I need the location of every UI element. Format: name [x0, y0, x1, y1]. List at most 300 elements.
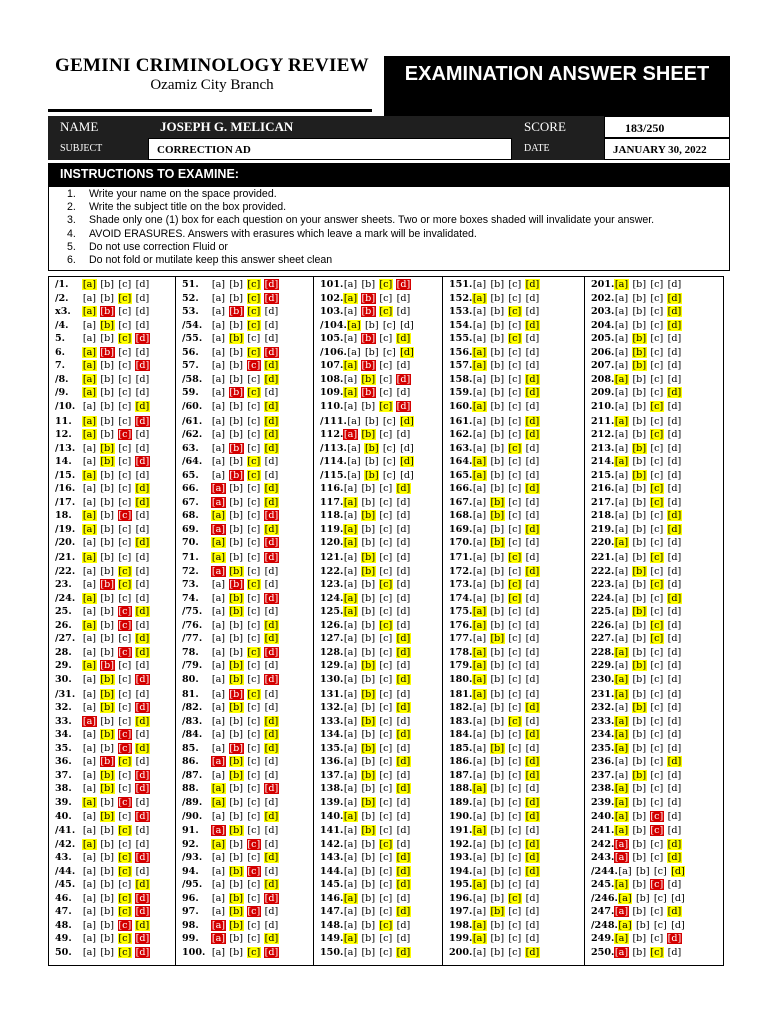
option-bubble[interactable]: [c] — [118, 510, 132, 522]
option-bubble[interactable]: [d] — [525, 865, 540, 877]
option-bubble[interactable]: [a] — [82, 906, 97, 918]
option-bubble[interactable]: [b] — [361, 510, 376, 522]
option-bubble[interactable]: [d] — [396, 565, 411, 577]
option-bubble[interactable]: [b] — [490, 387, 505, 399]
option-bubble[interactable]: [d] — [135, 879, 150, 891]
option-bubble[interactable]: [a] — [472, 401, 487, 412]
option-bubble[interactable]: [c] — [118, 387, 132, 399]
option-bubble[interactable]: [c] — [650, 496, 664, 508]
option-bubble[interactable]: [b] — [490, 715, 505, 727]
option-bubble[interactable]: [d] — [396, 729, 411, 741]
option-bubble[interactable]: [d] — [525, 674, 540, 685]
option-bubble[interactable]: [b] — [229, 769, 244, 781]
option-bubble[interactable]: [d] — [264, 292, 279, 304]
option-bubble[interactable]: [c] — [247, 333, 261, 345]
option-bubble[interactable]: [a] — [347, 346, 361, 358]
option-bubble[interactable]: [c] — [118, 360, 132, 372]
option-bubble[interactable]: [c] — [508, 373, 522, 385]
option-bubble[interactable]: [d] — [400, 469, 414, 481]
option-bubble[interactable]: [b] — [632, 496, 647, 508]
option-bubble[interactable]: [c] — [650, 415, 664, 427]
option-bubble[interactable]: [b] — [361, 387, 376, 399]
option-bubble[interactable]: [b] — [361, 483, 376, 495]
option-bubble[interactable]: [a] — [211, 483, 226, 495]
option-bubble[interactable]: [c] — [379, 810, 393, 822]
option-bubble[interactable]: [c] — [118, 279, 132, 290]
option-bubble[interactable]: [c] — [379, 838, 393, 850]
option-bubble[interactable]: [a] — [614, 510, 629, 522]
option-bubble[interactable]: [b] — [229, 496, 244, 508]
option-bubble[interactable]: [b] — [490, 906, 505, 918]
option-bubble[interactable]: [c] — [118, 769, 132, 781]
option-bubble[interactable]: [d] — [264, 688, 279, 700]
option-bubble[interactable]: [b] — [361, 565, 376, 577]
option-bubble[interactable]: [b] — [100, 906, 115, 918]
option-bubble[interactable]: [d] — [525, 306, 540, 318]
option-bubble[interactable]: [d] — [525, 919, 540, 931]
option-bubble[interactable]: [d] — [135, 660, 150, 672]
option-bubble[interactable]: [c] — [650, 947, 664, 958]
option-bubble[interactable]: [a] — [472, 592, 487, 604]
option-bubble[interactable]: [c] — [118, 373, 132, 385]
option-bubble[interactable]: [a] — [472, 879, 487, 891]
option-bubble[interactable]: [a] — [472, 552, 487, 563]
option-bubble[interactable]: [b] — [361, 879, 376, 891]
option-bubble[interactable]: [a] — [472, 702, 487, 714]
option-bubble[interactable]: [a] — [211, 442, 226, 454]
option-bubble[interactable]: [a] — [343, 688, 358, 700]
option-bubble[interactable]: [c] — [650, 756, 664, 768]
option-bubble[interactable]: [a] — [82, 619, 97, 631]
option-bubble[interactable]: [a] — [347, 442, 361, 454]
option-bubble[interactable]: [d] — [525, 688, 540, 700]
option-bubble[interactable]: [c] — [379, 619, 393, 631]
option-bubble[interactable]: [b] — [361, 360, 376, 372]
option-bubble[interactable]: [a] — [472, 306, 487, 318]
option-bubble[interactable]: [a] — [614, 456, 629, 468]
option-bubble[interactable]: [a] — [82, 415, 97, 427]
option-bubble[interactable]: [b] — [229, 715, 244, 727]
option-bubble[interactable]: [d] — [667, 674, 682, 685]
option-bubble[interactable]: [b] — [100, 947, 115, 958]
option-bubble[interactable]: [a] — [618, 919, 632, 931]
option-bubble[interactable]: [c] — [247, 319, 261, 331]
option-bubble[interactable]: [a] — [343, 810, 358, 822]
option-bubble[interactable]: [c] — [118, 796, 132, 808]
option-bubble[interactable]: [a] — [472, 688, 487, 700]
option-bubble[interactable]: [a] — [472, 742, 487, 754]
option-bubble[interactable]: [c] — [118, 756, 132, 768]
option-bubble[interactable]: [d] — [264, 415, 279, 427]
option-bubble[interactable]: [d] — [264, 456, 279, 468]
option-bubble[interactable]: [d] — [667, 415, 682, 427]
option-bubble[interactable]: [a] — [343, 825, 358, 836]
option-bubble[interactable]: [a] — [614, 442, 629, 454]
option-bubble[interactable]: [a] — [211, 852, 226, 864]
option-bubble[interactable]: [b] — [490, 279, 505, 290]
option-bubble[interactable]: [b] — [632, 796, 647, 808]
option-bubble[interactable]: [d] — [135, 674, 150, 685]
option-bubble[interactable]: [d] — [667, 442, 682, 454]
option-bubble[interactable]: [d] — [525, 592, 540, 604]
option-bubble[interactable]: [c] — [247, 523, 261, 535]
option-bubble[interactable]: [d] — [396, 825, 411, 836]
option-bubble[interactable]: [a] — [82, 469, 97, 481]
option-bubble[interactable]: [c] — [247, 552, 261, 563]
option-bubble[interactable]: [b] — [490, 947, 505, 958]
option-bubble[interactable]: [c] — [508, 456, 522, 468]
option-bubble[interactable]: [b] — [229, 919, 244, 931]
option-bubble[interactable]: [b] — [361, 496, 376, 508]
option-bubble[interactable]: [b] — [490, 606, 505, 618]
option-bubble[interactable]: [b] — [361, 933, 376, 945]
option-bubble[interactable]: [a] — [211, 633, 226, 645]
option-bubble[interactable]: [d] — [264, 346, 279, 358]
option-bubble[interactable]: [a] — [614, 319, 629, 331]
option-bubble[interactable]: [a] — [614, 579, 629, 591]
option-bubble[interactable]: [a] — [472, 756, 487, 768]
option-bubble[interactable]: [c] — [508, 523, 522, 535]
option-bubble[interactable]: [d] — [525, 852, 540, 864]
option-bubble[interactable]: [a] — [343, 373, 358, 385]
option-bubble[interactable]: [a] — [343, 360, 358, 372]
option-bubble[interactable]: [c] — [118, 947, 132, 958]
option-bubble[interactable]: [c] — [379, 306, 393, 318]
option-bubble[interactable]: [b] — [632, 933, 647, 945]
option-bubble[interactable]: [a] — [472, 279, 487, 290]
option-bubble[interactable]: [d] — [264, 852, 279, 864]
option-bubble[interactable]: [d] — [264, 469, 279, 481]
option-bubble[interactable]: [c] — [508, 333, 522, 345]
option-bubble[interactable]: [d] — [264, 429, 279, 441]
option-bubble[interactable]: [c] — [508, 537, 522, 549]
option-bubble[interactable]: [b] — [632, 346, 647, 358]
option-bubble[interactable]: [c] — [508, 346, 522, 358]
option-bubble[interactable]: [b] — [361, 865, 376, 877]
option-bubble[interactable]: [b] — [361, 619, 376, 631]
option-bubble[interactable]: [a] — [614, 660, 629, 672]
option-bubble[interactable]: [d] — [396, 496, 411, 508]
option-bubble[interactable]: [b] — [490, 688, 505, 700]
option-bubble[interactable]: [a] — [614, 688, 629, 700]
option-bubble[interactable]: [b] — [229, 373, 244, 385]
option-bubble[interactable]: [d] — [396, 919, 411, 931]
option-bubble[interactable]: [c] — [382, 346, 396, 358]
option-bubble[interactable]: [b] — [361, 769, 376, 781]
option-bubble[interactable]: [c] — [508, 892, 522, 904]
option-bubble[interactable]: [c] — [508, 401, 522, 412]
option-bubble[interactable]: [a] — [82, 306, 97, 318]
option-bubble[interactable]: [d] — [525, 469, 540, 481]
option-bubble[interactable]: [a] — [211, 387, 226, 399]
date-field[interactable]: JANUARY 30, 2022 — [604, 138, 730, 160]
option-bubble[interactable]: [a] — [343, 633, 358, 645]
option-bubble[interactable]: [b] — [632, 429, 647, 441]
option-bubble[interactable]: [b] — [100, 742, 115, 754]
option-bubble[interactable]: [b] — [229, 552, 244, 563]
option-bubble[interactable]: [c] — [247, 279, 261, 290]
option-bubble[interactable]: [b] — [490, 879, 505, 891]
option-bubble[interactable]: [d] — [525, 879, 540, 891]
option-bubble[interactable]: [c] — [650, 660, 664, 672]
option-bubble[interactable]: [d] — [396, 879, 411, 891]
option-bubble[interactable]: [d] — [525, 333, 540, 345]
option-bubble[interactable]: [a] — [472, 456, 487, 468]
option-bubble[interactable]: [b] — [229, 646, 244, 658]
option-bubble[interactable]: [d] — [400, 319, 414, 331]
option-bubble[interactable]: [a] — [343, 565, 358, 577]
option-bubble[interactable]: [a] — [472, 292, 487, 304]
option-bubble[interactable]: [d] — [135, 906, 150, 918]
option-bubble[interactable]: [b] — [490, 469, 505, 481]
option-bubble[interactable]: [c] — [650, 401, 664, 412]
option-bubble[interactable]: [c] — [650, 373, 664, 385]
option-bubble[interactable]: [b] — [490, 619, 505, 631]
option-bubble[interactable]: [d] — [667, 483, 682, 495]
option-bubble[interactable]: [c] — [247, 796, 261, 808]
option-bubble[interactable]: [b] — [490, 306, 505, 318]
option-bubble[interactable]: [c] — [650, 906, 664, 918]
option-bubble[interactable]: [d] — [667, 702, 682, 714]
option-bubble[interactable]: [b] — [100, 769, 115, 781]
option-bubble[interactable]: [c] — [247, 306, 261, 318]
option-bubble[interactable]: [b] — [100, 674, 115, 685]
option-bubble[interactable]: [a] — [211, 729, 226, 741]
option-bubble[interactable]: [a] — [343, 919, 358, 931]
option-bubble[interactable]: [a] — [82, 496, 97, 508]
option-bubble[interactable]: [b] — [100, 619, 115, 631]
option-bubble[interactable]: [a] — [343, 292, 358, 304]
option-bubble[interactable]: [a] — [343, 852, 358, 864]
option-bubble[interactable]: [d] — [396, 756, 411, 768]
option-bubble[interactable]: [a] — [614, 769, 629, 781]
option-bubble[interactable]: [c] — [247, 892, 261, 904]
option-bubble[interactable]: [a] — [343, 674, 358, 685]
option-bubble[interactable]: [d] — [667, 852, 682, 864]
option-bubble[interactable]: [b] — [632, 537, 647, 549]
option-bubble[interactable]: [b] — [229, 510, 244, 522]
option-bubble[interactable]: [a] — [343, 783, 358, 795]
option-bubble[interactable]: [d] — [264, 496, 279, 508]
option-bubble[interactable]: [d] — [264, 796, 279, 808]
option-bubble[interactable]: [a] — [82, 825, 97, 836]
option-bubble[interactable]: [c] — [379, 565, 393, 577]
option-bubble[interactable]: [b] — [632, 510, 647, 522]
option-bubble[interactable]: [a] — [472, 483, 487, 495]
option-bubble[interactable]: [b] — [632, 333, 647, 345]
option-bubble[interactable]: [b] — [632, 756, 647, 768]
option-bubble[interactable]: [a] — [614, 469, 629, 481]
option-bubble[interactable]: [c] — [379, 646, 393, 658]
option-bubble[interactable]: [c] — [118, 415, 132, 427]
option-bubble[interactable]: [d] — [525, 346, 540, 358]
option-bubble[interactable]: [a] — [82, 346, 97, 358]
option-bubble[interactable]: [d] — [264, 879, 279, 891]
option-bubble[interactable]: [c] — [508, 879, 522, 891]
option-bubble[interactable]: [b] — [229, 906, 244, 918]
option-bubble[interactable]: [b] — [100, 279, 115, 290]
option-bubble[interactable]: [b] — [100, 442, 115, 454]
option-bubble[interactable]: [d] — [135, 592, 150, 604]
option-bubble[interactable]: [d] — [264, 947, 279, 958]
option-bubble[interactable]: [b] — [229, 674, 244, 685]
option-bubble[interactable]: [b] — [632, 483, 647, 495]
option-bubble[interactable]: [a] — [472, 769, 487, 781]
option-bubble[interactable]: [c] — [508, 469, 522, 481]
option-bubble[interactable]: [b] — [490, 333, 505, 345]
option-bubble[interactable]: [a] — [472, 810, 487, 822]
option-bubble[interactable]: [d] — [525, 702, 540, 714]
option-bubble[interactable]: [a] — [211, 715, 226, 727]
option-bubble[interactable]: [b] — [100, 415, 115, 427]
option-bubble[interactable]: [a] — [614, 879, 629, 891]
option-bubble[interactable]: [c] — [118, 292, 132, 304]
option-bubble[interactable]: [a] — [211, 756, 226, 768]
option-bubble[interactable]: [d] — [396, 702, 411, 714]
option-bubble[interactable]: [c] — [247, 729, 261, 741]
option-bubble[interactable]: [a] — [614, 387, 629, 399]
option-bubble[interactable]: [d] — [264, 906, 279, 918]
option-bubble[interactable]: [d] — [525, 619, 540, 631]
option-bubble[interactable]: [b] — [229, 865, 244, 877]
option-bubble[interactable]: [a] — [82, 919, 97, 931]
option-bubble[interactable]: [d] — [667, 387, 682, 399]
option-bubble[interactable]: [b] — [490, 373, 505, 385]
option-bubble[interactable]: [c] — [650, 360, 664, 372]
option-bubble[interactable]: [d] — [667, 456, 682, 468]
option-bubble[interactable]: [d] — [525, 387, 540, 399]
option-bubble[interactable]: [d] — [667, 633, 682, 645]
option-bubble[interactable]: [d] — [667, 565, 682, 577]
option-bubble[interactable]: [d] — [135, 688, 150, 700]
option-bubble[interactable]: [c] — [650, 633, 664, 645]
option-bubble[interactable]: [c] — [118, 702, 132, 714]
option-bubble[interactable]: [d] — [135, 510, 150, 522]
option-bubble[interactable]: [a] — [472, 933, 487, 945]
option-bubble[interactable]: [b] — [100, 592, 115, 604]
option-bubble[interactable]: [c] — [650, 592, 664, 604]
option-bubble[interactable]: [c] — [650, 456, 664, 468]
option-bubble[interactable]: [a] — [472, 865, 487, 877]
option-bubble[interactable]: [c] — [508, 810, 522, 822]
option-bubble[interactable]: [c] — [379, 373, 393, 385]
option-bubble[interactable]: [b] — [229, 892, 244, 904]
option-bubble[interactable]: [b] — [632, 646, 647, 658]
option-bubble[interactable]: [c] — [508, 674, 522, 685]
option-bubble[interactable]: [d] — [667, 729, 682, 741]
option-bubble[interactable]: [b] — [229, 879, 244, 891]
option-bubble[interactable]: [b] — [100, 346, 115, 358]
option-bubble[interactable]: [c] — [379, 852, 393, 864]
option-bubble[interactable]: [c] — [118, 879, 132, 891]
option-bubble[interactable]: [d] — [667, 510, 682, 522]
option-bubble[interactable]: [b] — [229, 333, 244, 345]
option-bubble[interactable]: [a] — [343, 523, 358, 535]
option-bubble[interactable]: [d] — [667, 810, 682, 822]
option-bubble[interactable]: [a] — [343, 838, 358, 850]
option-bubble[interactable]: [b] — [361, 523, 376, 535]
option-bubble[interactable]: [d] — [525, 319, 540, 331]
option-bubble[interactable]: [a] — [211, 592, 226, 604]
option-bubble[interactable]: [b] — [100, 702, 115, 714]
option-bubble[interactable]: [d] — [667, 469, 682, 481]
option-bubble[interactable]: [a] — [211, 360, 226, 372]
option-bubble[interactable]: [a] — [472, 346, 487, 358]
option-bubble[interactable]: [b] — [490, 646, 505, 658]
option-bubble[interactable]: [b] — [635, 865, 650, 877]
option-bubble[interactable]: [d] — [135, 756, 150, 768]
option-bubble[interactable]: [c] — [247, 579, 261, 591]
option-bubble[interactable]: [a] — [82, 319, 97, 331]
option-bubble[interactable]: [c] — [653, 919, 667, 931]
option-bubble[interactable]: [d] — [135, 279, 150, 290]
option-bubble[interactable]: [b] — [100, 865, 115, 877]
option-bubble[interactable]: [d] — [264, 579, 279, 591]
option-bubble[interactable]: [b] — [100, 401, 115, 412]
option-bubble[interactable]: [c] — [118, 810, 132, 822]
option-bubble[interactable]: [a] — [343, 892, 358, 904]
option-bubble[interactable]: [c] — [247, 825, 261, 836]
option-bubble[interactable]: [d] — [264, 606, 279, 618]
option-bubble[interactable]: [b] — [100, 333, 115, 345]
option-bubble[interactable]: [a] — [82, 565, 97, 577]
option-bubble[interactable]: [d] — [135, 702, 150, 714]
option-bubble[interactable]: [b] — [100, 852, 115, 864]
option-bubble[interactable]: [d] — [135, 415, 150, 427]
option-bubble[interactable]: [a] — [614, 415, 629, 427]
option-bubble[interactable]: [c] — [118, 742, 132, 754]
option-bubble[interactable]: [d] — [264, 333, 279, 345]
option-bubble[interactable]: [c] — [118, 729, 132, 741]
option-bubble[interactable]: [c] — [650, 483, 664, 495]
option-bubble[interactable]: [c] — [247, 401, 261, 412]
option-bubble[interactable]: [b] — [632, 523, 647, 535]
option-bubble[interactable]: [b] — [632, 360, 647, 372]
option-bubble[interactable]: [d] — [396, 373, 411, 385]
option-bubble[interactable]: [c] — [379, 825, 393, 836]
option-bubble[interactable]: [c] — [118, 715, 132, 727]
option-bubble[interactable]: [d] — [396, 579, 411, 591]
option-bubble[interactable]: [b] — [632, 387, 647, 399]
option-bubble[interactable]: [b] — [632, 947, 647, 958]
option-bubble[interactable]: [a] — [343, 879, 358, 891]
option-bubble[interactable]: [b] — [632, 660, 647, 672]
option-bubble[interactable]: [b] — [632, 619, 647, 631]
option-bubble[interactable]: [a] — [211, 674, 226, 685]
option-bubble[interactable]: [b] — [364, 469, 379, 481]
option-bubble[interactable]: [c] — [650, 319, 664, 331]
option-bubble[interactable]: [d] — [667, 606, 682, 618]
option-bubble[interactable]: [c] — [118, 688, 132, 700]
option-bubble[interactable]: [b] — [361, 715, 376, 727]
option-bubble[interactable]: [d] — [396, 483, 411, 495]
option-bubble[interactable]: [a] — [614, 852, 629, 864]
option-bubble[interactable]: [c] — [247, 702, 261, 714]
option-bubble[interactable]: [c] — [508, 906, 522, 918]
option-bubble[interactable]: [c] — [379, 510, 393, 522]
option-bubble[interactable]: [c] — [247, 496, 261, 508]
option-bubble[interactable]: [c] — [118, 579, 132, 591]
option-bubble[interactable]: [d] — [135, 333, 150, 345]
option-bubble[interactable]: [b] — [100, 510, 115, 522]
option-bubble[interactable]: [d] — [525, 646, 540, 658]
option-bubble[interactable]: [c] — [508, 565, 522, 577]
option-bubble[interactable]: [a] — [472, 838, 487, 850]
option-bubble[interactable]: [d] — [525, 401, 540, 412]
option-bubble[interactable]: [b] — [229, 729, 244, 741]
option-bubble[interactable]: [c] — [508, 729, 522, 741]
option-bubble[interactable]: [a] — [343, 933, 358, 945]
